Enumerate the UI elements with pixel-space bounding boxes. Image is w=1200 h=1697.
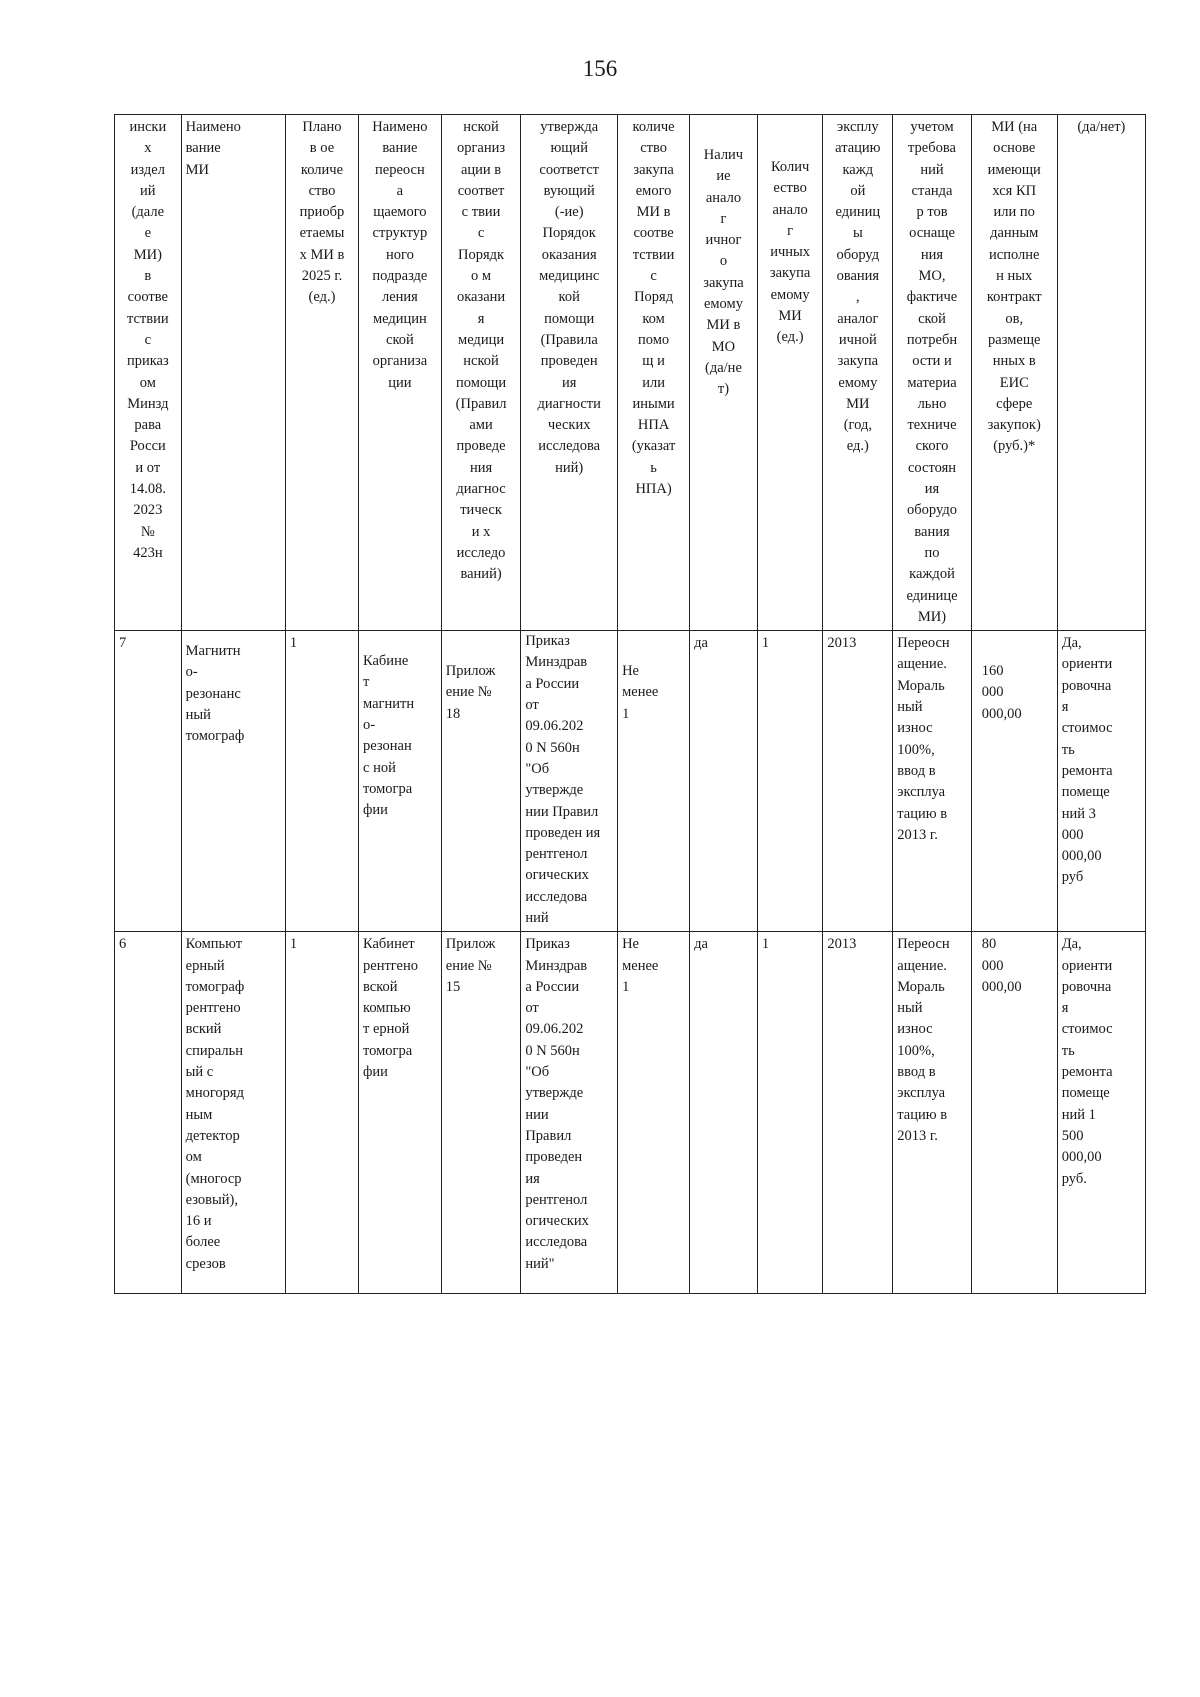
planned-quantity: 1 [285,932,358,1294]
operation-year: 2013 [823,932,893,1294]
header-cell-repair-needed: (да/нет) [1057,115,1145,631]
page-number: 156 [582,56,618,81]
header-cell-procedure-order: утвержда ющий соответст вующий (-ие) Порядок оказания медицинс кой помощи (Правила проведен ия диагности ческих исследова ний) [521,115,618,631]
analog-quantity: 1 [757,631,823,932]
quantity-by-order: Не менее 1 [618,932,690,1294]
header-cell-registry: ински х издел ий (дале е МИ) в соотве тствии с приказ ом Минзд рава Росси и от 14.08. 2023 № 423н [115,115,182,631]
price: 160 000 000,00 [971,631,1057,932]
operation-year: 2013 [823,631,893,932]
department-name: Кабинет рентгено вской компью т ерной томогра фии [359,932,442,1294]
header-cell-analog-presence: Налич ие анало г ичног о закупа емому МИ в МО (да/не т) [690,115,758,631]
table-row [115,631,1146,932]
header-cell-department-name: Наимено вание переосн а щаемого структур ного подразде ления медицин ской организа ции [359,115,442,631]
justification: Переосн ащение. Мораль ный износ 100%, ввод в эксплуа тацию в 2013 г. [893,932,971,1294]
price: 80 000 000,00 [971,932,1057,1294]
table-row [115,932,1146,1294]
planned-quantity: 1 [285,631,358,932]
header-cell-operation-start: эксплу атацию кажд ой единиц ы оборуд ования , аналог ичной закупа емому МИ (год, ед.) [823,115,893,631]
header-cell-price: МИ (на основе имеющи хся КП или по данным исполне н ных контракт ов, размеще нных в ЕИС сфере закупок) (руб.)* [971,115,1057,631]
header-cell-justification: учетом требова ний станда р тов оснаще ния МО, фактиче ской потребн ости и материа льно техниче ского состоян ия оборудо вания по каждой единице МИ) [893,115,971,631]
analog-presence: да [690,932,758,1294]
header-cell-analog-quantity: Колич ество анало г ичных закупа емому МИ (ед.) [757,115,823,631]
row-number: 7 [115,631,182,932]
row-number: 6 [115,932,182,1294]
procedure-order: Приказ Минздрав а России от 09.06.202 0 N 560н "Об утвержде нии Правил проведен ия рентгенол огических исследова ний" [521,932,618,1294]
table-header-row [115,115,1146,631]
analog-presence: да [690,631,758,932]
repair-needed: Да, ориенти ровочна я стоимос ть ремонта помеще ний 3 000 000,00 руб [1057,631,1145,932]
header-cell-organization-type: нской организ ации в соответ с твии с Порядк о м оказани я медици нской помощи (Правил ами проведе ния диагнос тическ и х исследо ваний) [441,115,521,631]
department-name: Кабине т магнитн о- резонан с ной томогра фии [359,631,442,932]
procedure-order: Приказ Минздрав а России от 09.06.202 0 N 560н "Об утвержде нии Правил проведен ия рентгенол огических исследова ний [521,631,618,932]
device-name: Компьют ерный томограф рентгено вский спиральн ый с многоряд ным детектор ом (многоср езовый), 16 и более срезов [181,932,285,1294]
quantity-by-order: Не менее 1 [618,631,690,932]
analog-quantity: 1 [757,932,823,1294]
header-cell-quantity-by-order: количе ство закупа емого МИ в соотве тствии с Поряд ком помо щ и или иными НПА (указат ь НПА) [618,115,690,631]
header-cell-device-name: Наимено вание МИ [181,115,285,631]
justification: Переосн ащение. Мораль ный износ 100%, ввод в эксплуа тацию в 2013 г. [893,631,971,932]
header-cell-planned-quantity: Плано в ое количе ство приобр етаемы х МИ в 2025 г. (ед.) [285,115,358,631]
repair-needed: Да, ориенти ровочна я стоимос ть ремонта помеще ний 1 500 000,00 руб. [1057,932,1145,1294]
equipment-table [114,114,1146,1294]
annex-reference: Прилож ение № 15 [441,932,521,1294]
device-name: Магнитн о- резонанс ный томограф [181,631,285,932]
annex-reference: Прилож ение № 18 [441,631,521,932]
